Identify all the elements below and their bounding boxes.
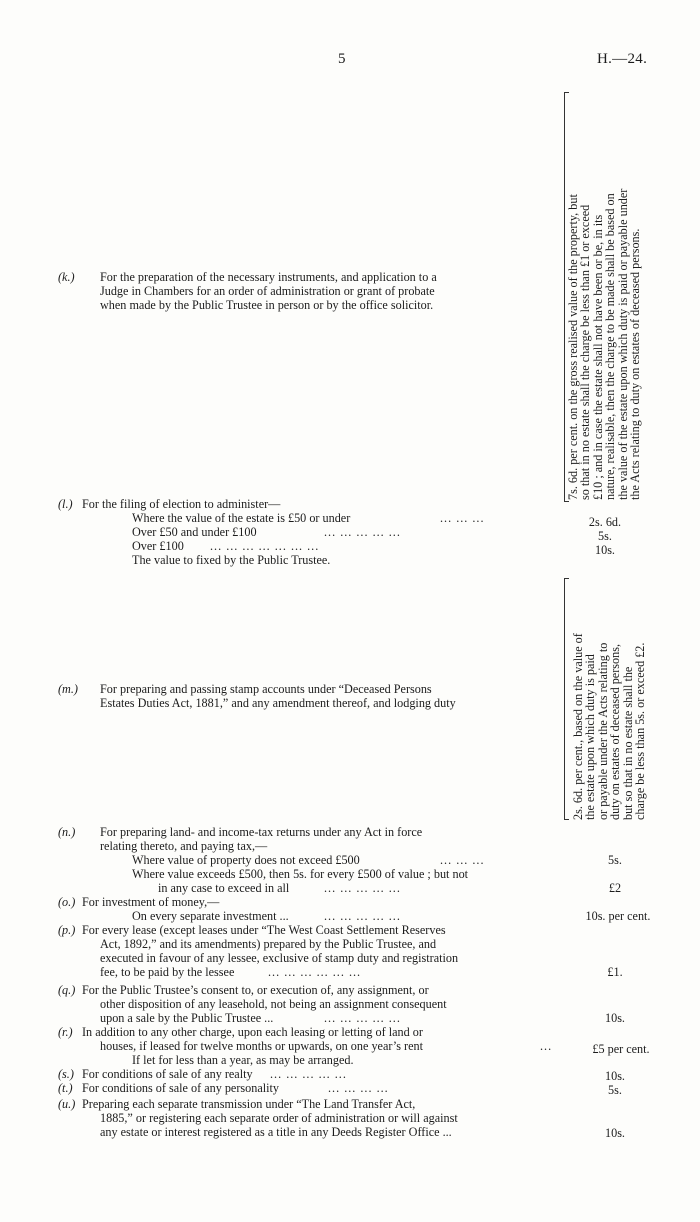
item-label: (k.) [58,270,75,284]
item-label: (l.) [58,497,73,511]
item-text: Act, 1892,” and its amendments) prepared by the Public Trustee, and [100,937,437,951]
leader-dots: ... ... ... [440,511,485,525]
fee-value: 10s. [605,1069,625,1083]
item-label: (p.) [58,923,76,937]
item-text: Preparing each separate transmission under “The Land Transfer Act, [82,1097,416,1111]
note-k-line: the Acts relating to duty on estates of deceased persons. [628,228,643,500]
item-text: executed in favour of any lessee, exclusive of stamp duty and registration [100,951,459,965]
fee-row-text: On every separate investment ... [132,909,289,923]
item-s [58,1067,562,1081]
item-text: other disposition of any leasehold, not being an assignment consequent [100,997,447,1011]
item-text: For conditions of sale of any personality [82,1081,279,1095]
leader-dots: ... ... ... ... ... [324,881,401,895]
item-text: For the preparation of the necessary instruments, and application to a [100,270,437,284]
note-m-text [572,633,646,820]
note-k-line: nature, realisable, then the charge to be made shall be based on [603,193,618,500]
note-k-text [567,189,641,500]
item-r [58,1025,562,1067]
note-k-line: 7s. 6d. per cent. on the gross realised value of the property, but [566,194,580,500]
item-text: For preparing land- and income-tax returns under any Act in force [100,825,423,839]
fee-value: £1. [607,965,623,979]
item-k [58,270,562,312]
item-l [58,497,562,567]
item-label: (n.) [58,825,76,839]
fee-value: 10s. per cent. [585,909,651,923]
item-text: For every lease (except leases under “The West Coast Settlement Reserves [82,923,446,937]
item-label: (r.) [58,1025,73,1039]
item-text: upon a sale by the Public Trustee ... [100,1011,274,1025]
item-text: any estate or interest registered as a title in any Deeds Register Office ... [100,1125,452,1139]
document-reference: H.—24. [597,51,648,67]
fee-value: 5s. [608,853,622,867]
leader-dots: ... ... ... ... ... [324,909,401,923]
item-text: In addition to any other charge, upon each leasing or letting of land or [82,1025,423,1039]
fee-value: 5s. [598,529,612,543]
item-p [58,923,562,979]
item-t [58,1081,562,1095]
fee-value: 10s. [595,543,615,557]
item-text: Judge in Chambers for an order of administration or grant of probate [100,284,435,298]
item-label: (u.) [58,1097,76,1111]
note-k-line: £10 ; and in case the estate shall not have been or be, in its [590,214,605,500]
item-text: Estates Duties Act, 1881,” and any amendment thereof, and lodging duty [100,696,456,710]
item-label: (o.) [58,895,76,909]
note-m-line: but so that in no estate shall the [620,666,635,820]
note-m-brace [564,578,569,820]
leader-dots: ... ... ... ... ... ... ... [210,539,320,553]
leader-dots: ... ... ... [440,853,485,867]
item-m [58,682,562,710]
leader-dots: ... ... ... ... ... ... [268,965,362,979]
item-text: houses, if leased for twelve months or upwards, on one year’s rent [100,1039,423,1053]
item-text: For conditions of sale of any realty [82,1067,253,1081]
leader-dots: ... ... ... ... ... [270,1067,347,1081]
item-text: relating thereto, and paying tax,— [100,839,268,853]
item-label: (t.) [58,1081,73,1095]
item-text: If let for less than a year, as may be arranged. [132,1053,354,1067]
item-label: (q.) [58,983,76,997]
item-o [58,895,562,923]
item-text: For preparing and passing stamp accounts under “Deceased Persons [100,682,432,696]
leader-dots: ... ... ... ... ... [324,525,401,539]
fee-value: £2 [608,881,622,895]
item-footer: The value to fixed by the Public Trustee. [132,553,331,567]
fee-value: 5s. [608,1083,622,1097]
fee-row-text: Where the value of the estate is £50 or under [132,511,351,525]
fee-value: 10s. [605,1011,625,1025]
note-k-line: the value of the estate upon which duty is paid or payable under [615,188,630,500]
fee-value: 2s. 6d. [588,515,622,529]
item-n [58,825,562,895]
leader-dots: ... ... ... ... [328,1081,389,1095]
item-text: For the Public Trustee’s consent to, or execution of, any assignment, or [82,983,429,997]
item-label: (s.) [58,1067,74,1081]
item-u [58,1097,562,1139]
fee-row-text: in any case to exceed in all [158,881,290,895]
item-q [58,983,562,1025]
note-k-line: so that in no estate shall the charge be less than £1 or exceed [578,204,593,500]
note-m-line: 2s. 6d. per cent., based on the value of [571,633,585,820]
leader-dots: ... [540,1039,553,1053]
note-m-line: duty on estates of deceased persons, [608,644,623,820]
item-text: For the filing of election to administer— [82,497,281,511]
fee-row-text: Over £100 [132,539,184,553]
item-label: (m.) [58,682,78,696]
page-number: 5 [338,51,346,67]
fee-row-text: Where value exceeds £500, then 5s. for every £500 of value ; but not [132,867,469,881]
note-m-line: or payable under the Acts relating to [595,642,610,820]
item-text: fee, to be paid by the lessee [100,965,235,979]
fee-row-text: Over £50 and under £100 [132,525,257,539]
fee-value: £5 per cent. [592,1042,650,1056]
item-text: when made by the Public Trustee in person or by the office solicitor. [100,298,434,312]
item-text: 1885,” or registering each separate order of administration or will against [100,1111,458,1125]
fee-value: 10s. [605,1126,625,1140]
note-m-line: charge be less than 5s. or exceed £2. [633,642,648,820]
item-text: For investment of money,— [82,895,220,909]
note-m-line: the estate upon which duty is paid [583,654,598,820]
fee-row-text: Where value of property does not exceed £500 [132,853,360,867]
leader-dots: ... ... ... ... ... [324,1011,401,1025]
